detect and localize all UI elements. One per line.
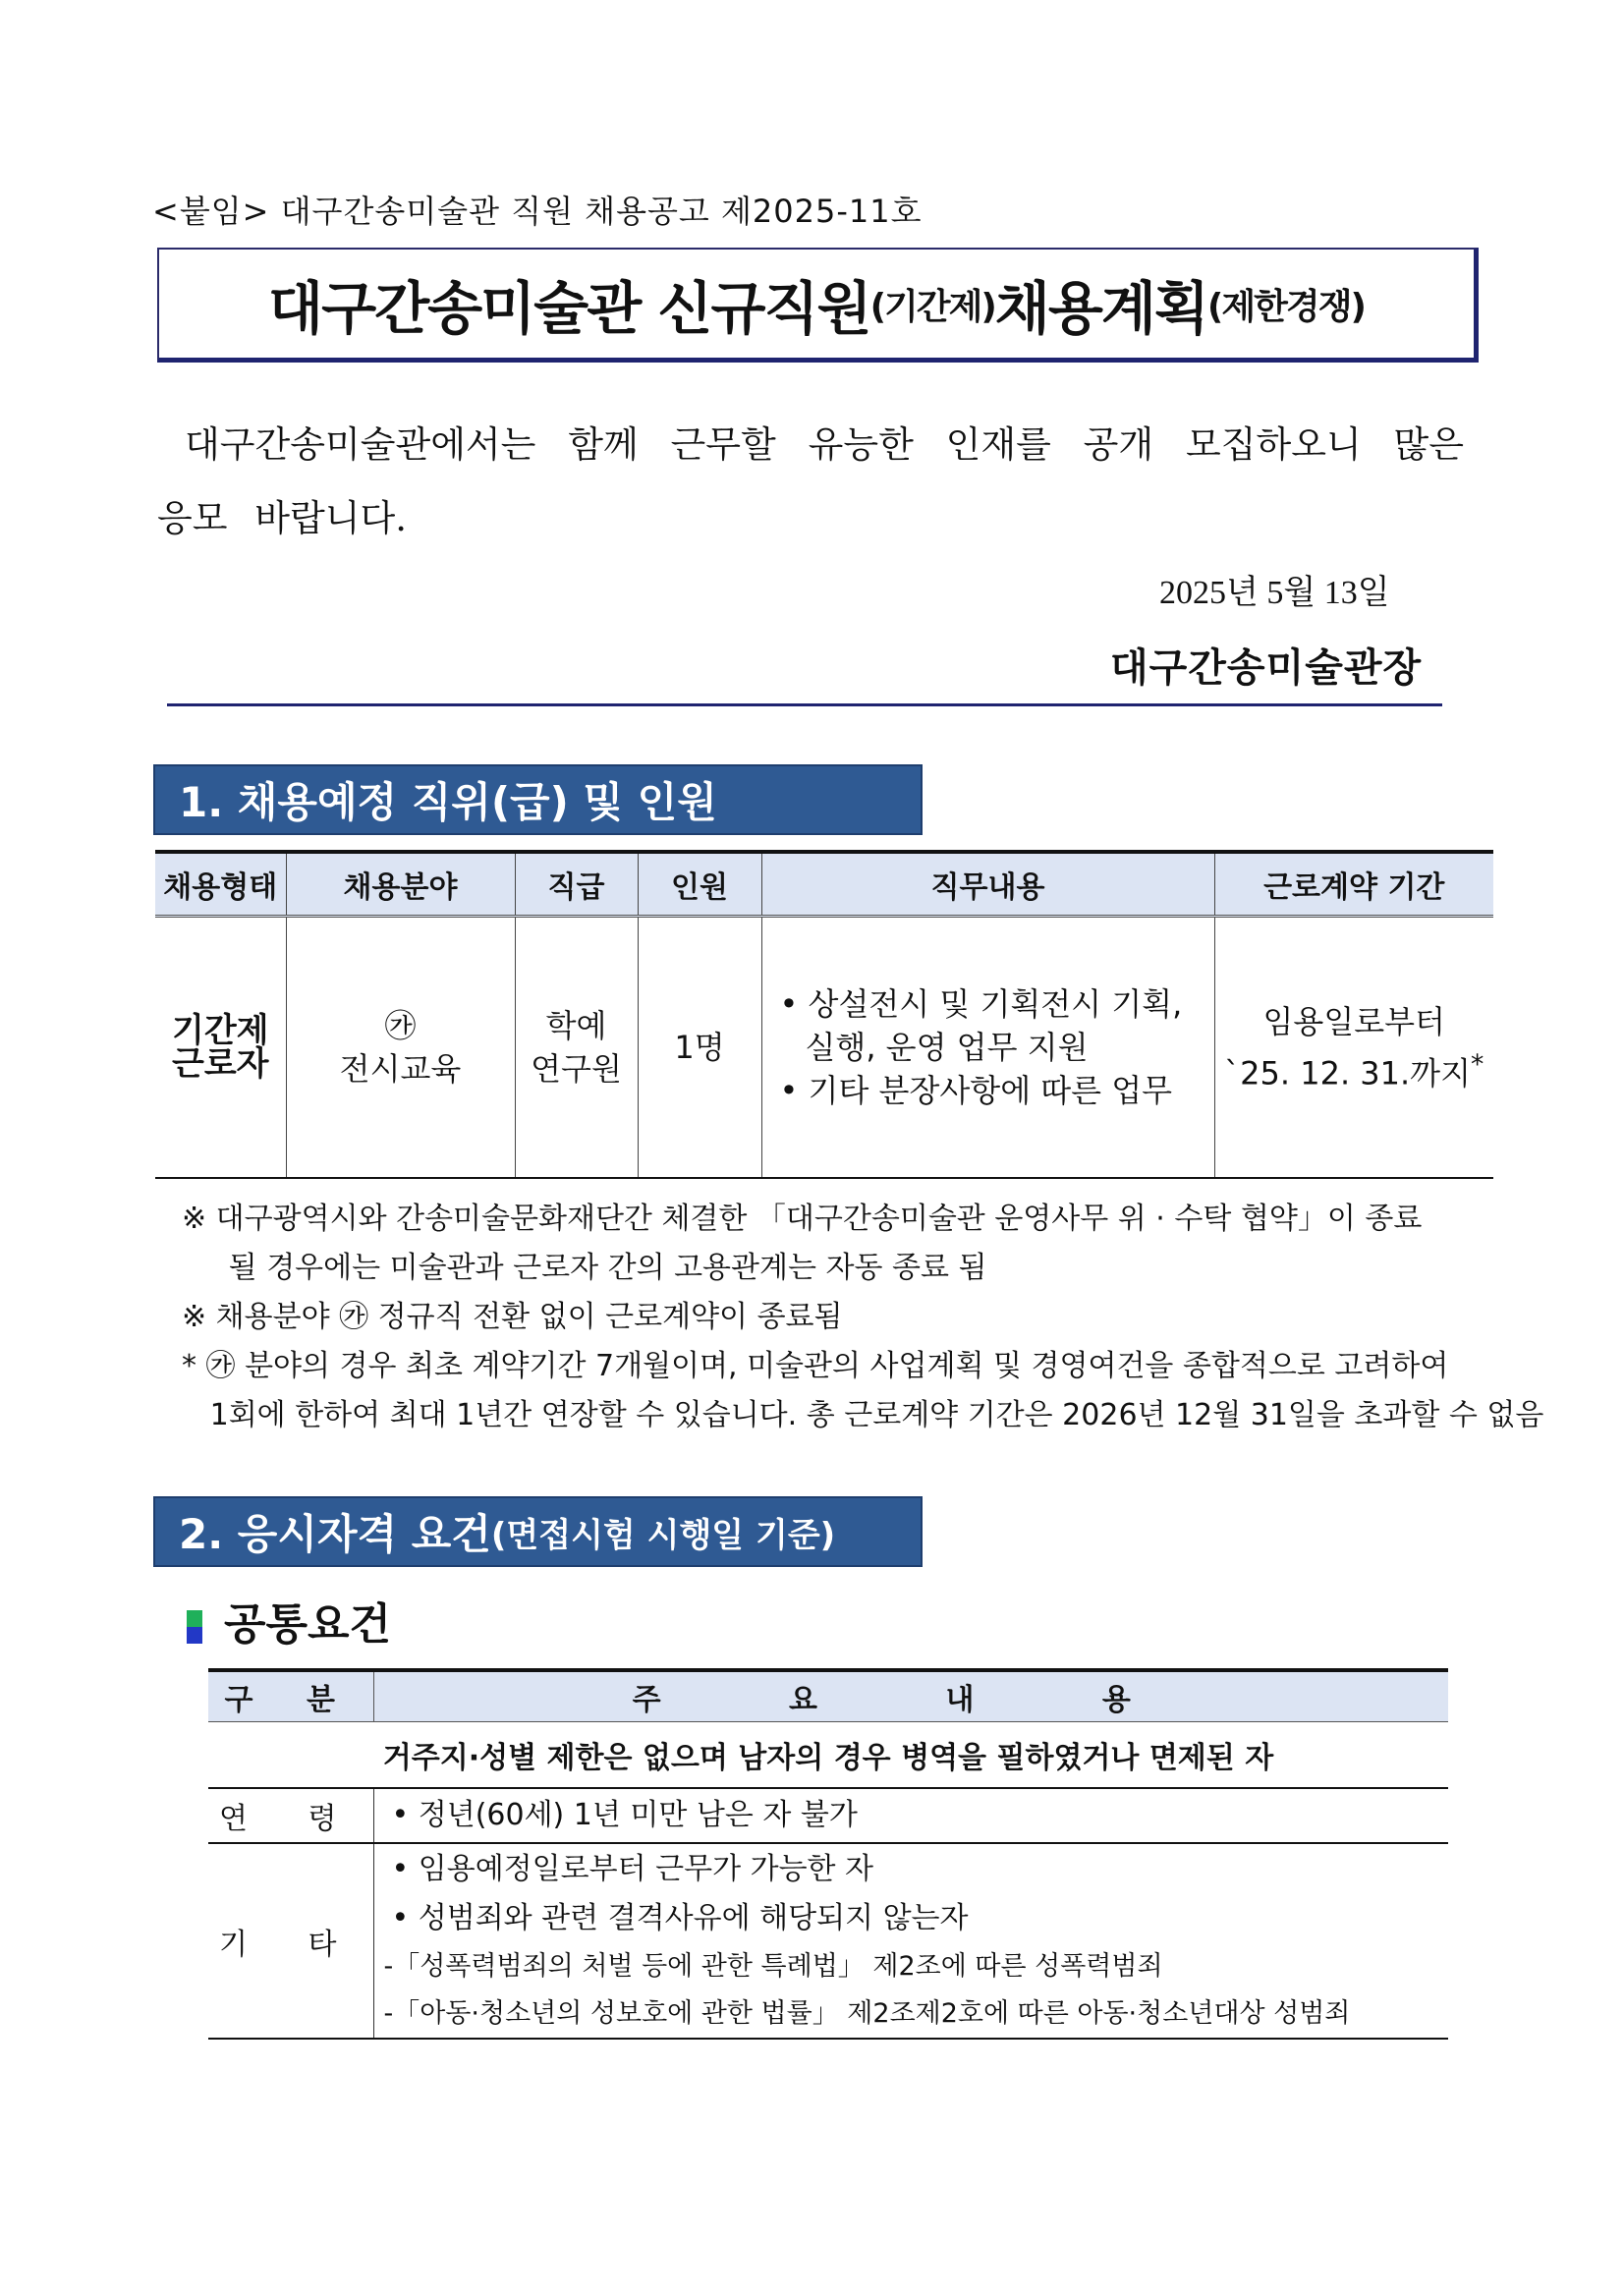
note-line: 1회에 한하여 최대 1년간 연장할 수 있습니다. 총 근로계약 기간은 2026년 12월 31일을 초과할 수 없음: [182, 1398, 1544, 1432]
note-line: * ㉮ 분야의 경우 최초 계약기간 7개월이며, 미술관의 사업계획 및 경영여건을 종합적으로 고려하여: [182, 1349, 1449, 1383]
grade-line2: 연구원: [531, 1050, 622, 1088]
header-period: 근로계약 기간: [1214, 852, 1493, 917]
note-line: ※ 대구광역시와 간송미술문화재단간 체결한 「대구간송미술관 운영사무 위 · 수탁 협약」이 종료: [182, 1202, 1423, 1236]
type-line2: 근로자: [171, 1044, 269, 1084]
period-footnote-mark: *: [1471, 1048, 1484, 1080]
header-category: 구 분: [208, 1670, 373, 1722]
title-part2: (기간제): [869, 286, 995, 327]
type-line1: 기간제: [171, 1011, 269, 1050]
attachment-line: <붙임> 대구간송미술관 직원 채용공고 제2025-11호: [152, 193, 923, 230]
field-mark: ㉮: [384, 1007, 417, 1044]
common-requirements-title: 공통요건: [224, 1599, 392, 1650]
section2-heading: [153, 1496, 923, 1567]
table-row: [208, 1722, 1448, 1789]
general-requirement: 거주지·성별 제한은 없으며 남자의 경우 병역을 필하였거나 면제된 자: [208, 1722, 1448, 1789]
list-item: -「아동·청소년의 성보호에 관한 법률」 제2조제2호에 따른 아동·청소년대상 성범죄: [383, 1997, 1351, 2029]
age-label: 연 령: [208, 1788, 373, 1843]
title-part3: 채용계획: [994, 275, 1207, 342]
title-part1: 대구간송미술관 신규직원: [268, 275, 870, 342]
note-line: ※ 채용분야 ㉮ 정규직 전환 없이 근로계약이 종료됨: [182, 1300, 843, 1334]
intro-paragraph: 대구간송미술관에서는 함께 근무할 유능한 인재를 공개 모집하오니 많은 응모 바랍니다.: [157, 423, 1464, 539]
issue-date: 2025년 5월 13일: [1159, 575, 1390, 611]
etc-requirements: [373, 1843, 1448, 2039]
age-requirement: • 정년(60세) 1년 미만 남은 자 불가: [373, 1788, 1448, 1843]
grade-line1: 학예: [545, 1007, 607, 1044]
divider: [167, 703, 1442, 706]
list-item: • 임용예정일로부터 근무가 가능한 자: [391, 1851, 874, 1886]
common-requirements-heading: [187, 1589, 391, 1652]
cell-period: [1214, 917, 1493, 1179]
title-part4: (제한경쟁): [1206, 286, 1365, 327]
title-box: [157, 248, 1479, 363]
period-line1: 임용일로부터: [1262, 1002, 1445, 1040]
header-duties: 직무내용: [761, 852, 1214, 917]
section1-notes: [182, 1195, 1544, 1440]
field-name: 전시교육: [339, 1050, 462, 1088]
note-line: 될 경우에는 미술관과 근로자 간의 고용관계는 자동 종료 됨: [182, 1251, 987, 1285]
table-row: [208, 1843, 1448, 2039]
header-type: 채용형태: [155, 852, 286, 917]
header-count: 인원: [638, 852, 761, 917]
etc-label: 기 타: [208, 1843, 373, 2039]
cell-duties: [761, 917, 1214, 1179]
header-grade: 직급: [515, 852, 638, 917]
duty-item: • 상설전시 및 기획전시 기획, 실행, 운영 업무 지원: [779, 985, 1183, 1066]
header-field: 채용분야: [286, 852, 515, 917]
cell-type: [155, 917, 286, 1179]
duty-item: • 기타 분장사항에 따른 업무: [779, 1072, 1173, 1109]
period-line2: `25. 12. 31.까지: [1224, 1054, 1471, 1092]
positions-table: [155, 850, 1493, 1179]
list-item: • 성범죄와 관련 결격사유에 해당되지 않는자: [391, 1900, 969, 1935]
table-row: [208, 1788, 1448, 1843]
requirements-table: [208, 1668, 1448, 2040]
bullet-marker-icon: [187, 1610, 202, 1644]
section2-heading-sub: (면접시험 시행일 기준): [490, 1515, 836, 1555]
header-content: 주 요 내 용: [373, 1670, 1448, 1722]
table-header-row: [155, 852, 1493, 917]
table-row: [155, 917, 1493, 1179]
cell-field: [286, 917, 515, 1179]
list-item: -「성폭력범죄의 처벌 등에 관한 특례법」 제2조에 따른 성폭력범죄: [383, 1950, 1163, 1982]
cell-grade: [515, 917, 638, 1179]
table-header-row: [208, 1670, 1448, 1722]
section1-heading: 1. 채용예정 직위(급) 및 인원: [153, 764, 923, 835]
issuer-name: 대구간송미술관장: [1110, 645, 1423, 691]
section2-heading-main: 2. 응시자격 요건: [179, 1510, 491, 1558]
cell-count: 1명: [638, 917, 761, 1179]
